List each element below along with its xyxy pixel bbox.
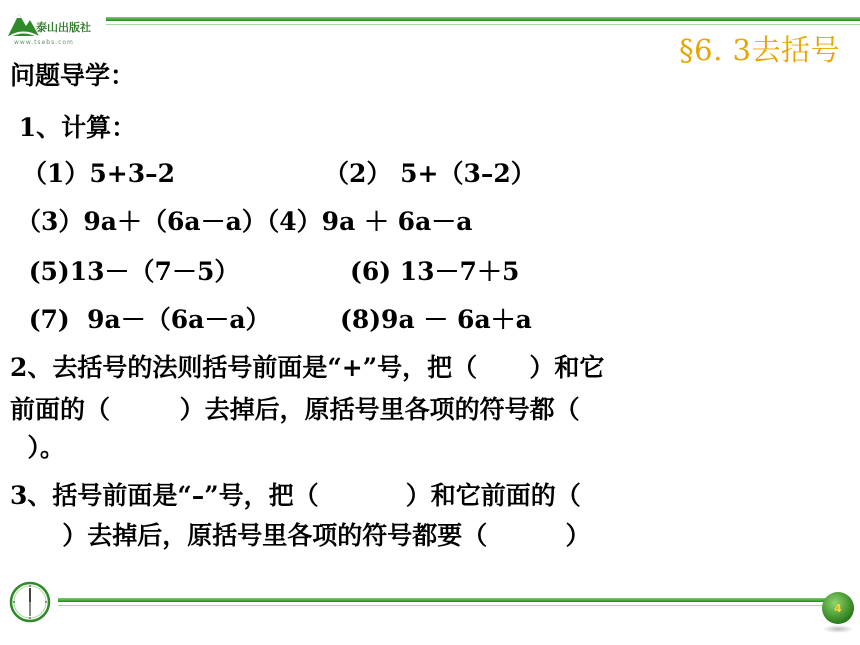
page-ball-shadow: [822, 625, 854, 633]
logo-brand-text: 泰山出版社: [36, 21, 91, 34]
q1-item-8: (8)9a － 6a＋a: [340, 305, 532, 334]
page-number-badge: 4: [822, 592, 854, 624]
footer-divider-thin: [58, 605, 828, 606]
publisher-logo: [6, 6, 106, 50]
question-3-line-1: 3、括号前面是“–”号，把（ ）和它前面的（: [10, 481, 581, 510]
question-2-line-2: 前面的（ ）去掉后，原括号里各项的符号都（: [10, 395, 580, 424]
header-divider-thin: [106, 24, 860, 25]
section-title: §6. 3去括号: [679, 33, 840, 67]
q1-item-1: （1）5+3–2: [22, 159, 176, 188]
clock-icon: [8, 580, 52, 624]
heading-problem-guide: 问题导学：: [10, 61, 136, 90]
question-2-line-1: 2、去括号的法则括号前面是“+”号，把（ ）和它: [10, 353, 605, 382]
q1-items-3-4: （3）9a＋（6a－a）（4）9a ＋ 6a－a: [16, 207, 473, 236]
q1-item-7: (7) 9a－（6a－a）: [20, 305, 271, 334]
logo-site-text: www.tsebs.com: [14, 39, 74, 46]
question-3-line-2: ）去掉后，原括号里各项的符号都要（ ）: [10, 521, 591, 550]
q1-item-6: (6) 13－7＋5: [350, 257, 520, 286]
question-2-line-3: ）。: [10, 433, 65, 462]
footer-divider: [58, 598, 828, 602]
question-1-title: 1、计算：: [10, 113, 137, 142]
mountain-logo-icon: [6, 8, 40, 38]
q1-item-5: (5)13－（7－5）: [20, 257, 240, 286]
q1-item-2: （2） 5+（3–2）: [324, 159, 536, 188]
header-divider: [106, 17, 860, 21]
